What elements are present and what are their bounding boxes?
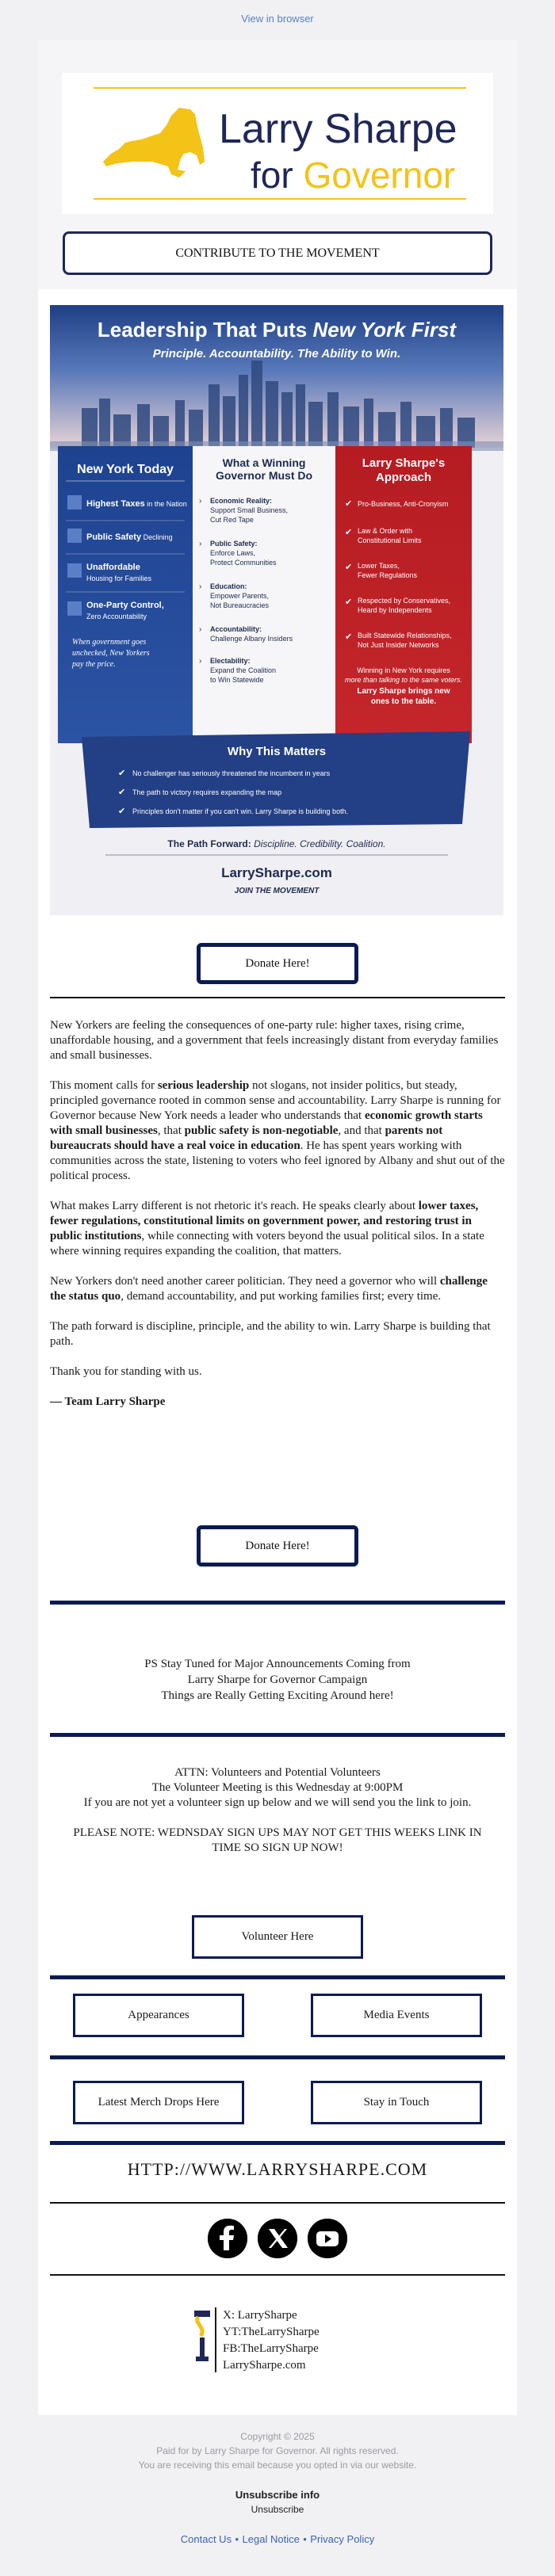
donate-button-bottom[interactable]: Donate Here!	[197, 1525, 358, 1567]
svg-text:›: ›	[199, 625, 202, 634]
youtube-icon[interactable]	[308, 2219, 347, 2258]
svg-text:›: ›	[199, 540, 202, 548]
infographic-subtitle: Principle. Accountability. The Ability to Win.	[152, 347, 401, 361]
footer-links	[0, 2532, 555, 2547]
header-section	[38, 40, 517, 289]
merch-button[interactable]: Latest Merch Drops Here	[73, 2081, 244, 2124]
view-in-browser-link[interactable]: View in browser	[241, 13, 314, 25]
footer-separator: •	[303, 2533, 307, 2545]
signature-fb: FB:TheLarrySharpe	[223, 2342, 319, 2355]
svg-text:Heard by Independents: Heard by Independents	[358, 606, 432, 614]
svg-text:✔: ✔	[118, 788, 126, 797]
divider	[50, 1975, 505, 1979]
svg-text:Lower Taxes,: Lower Taxes,	[358, 562, 400, 570]
svg-text:to Win Statewide: to Win Statewide	[210, 676, 264, 684]
svg-text:›: ›	[199, 497, 202, 506]
svg-text:Respected by Conservatives,: Respected by Conservatives,	[358, 597, 451, 605]
facebook-icon[interactable]	[208, 2219, 247, 2258]
divider	[50, 1601, 505, 1605]
x-icon[interactable]	[258, 2219, 297, 2258]
legal-notice-link[interactable]: Legal Notice	[242, 2533, 300, 2545]
footer	[0, 2429, 555, 2472]
paragraph-5: The path forward is discipline, principle, and the ability to win. Larry Sharpe is building that path.	[50, 1320, 491, 1348]
leadership-infographic	[50, 305, 503, 915]
svg-text:›: ›	[199, 657, 202, 666]
donate-button-top[interactable]: Donate Here!	[197, 943, 358, 984]
svg-text:The path to victory requires e: The path to victory requires expanding the map	[132, 788, 282, 796]
svg-text:What a Winning: What a Winning	[222, 456, 306, 469]
divider	[50, 2055, 505, 2059]
website-link[interactable]: HTTP://WWW.LARRYSHARPE.COM	[127, 2159, 428, 2179]
svg-text:Principles don't matter if you: Principles don't matter if you can't win. Larry Sharpe is building both.	[132, 807, 349, 815]
paragraph-4: New Yorkers don't need another career politician. They need a governor who will challenge the status quo, demand accountability, and put working families first; every time.	[50, 1275, 488, 1303]
police-icon	[67, 529, 82, 543]
taxes-icon	[67, 495, 82, 509]
svg-text:✔: ✔	[345, 563, 353, 572]
svg-text:When government goes: When government goes	[72, 638, 147, 647]
infographic-title: Leadership That Puts New York First	[97, 318, 457, 342]
svg-text:One-Party Control,: One-Party Control,	[86, 601, 164, 610]
logo-for-word: for	[251, 155, 293, 196]
divider	[50, 997, 505, 998]
svg-text:Approach: Approach	[375, 471, 432, 484]
svg-text:more than talking to the same: more than talking to the same voters.	[344, 676, 463, 684]
signature-divider	[215, 2307, 216, 2372]
divider	[50, 2202, 505, 2204]
appearances-button[interactable]: Appearances	[73, 1994, 244, 2037]
ny-today-title: New York Today	[77, 463, 174, 476]
volunteer-notice: ATTN: Volunteers and Potential Volunteers The Volunteer Meeting is this Wednesday at 9:00PM If you are not yet a volunteer sign up below and we will send you the link to join. PLEASE NOTE: WEDNSDAY SIGN UPS MAY NOT GET THIS WEEKS LINK IN TIME SO SIGN UP NOW!	[73, 1766, 482, 1854]
svg-text:✔: ✔	[118, 769, 126, 778]
svg-text:Zero Accountability: Zero Accountability	[86, 613, 147, 620]
stay-in-touch-button[interactable]: Stay in Touch	[311, 2081, 482, 2124]
divider	[50, 1733, 505, 1737]
svg-text:Public Safety Declining: Public Safety Declining	[86, 532, 173, 542]
svg-text:Economic Reality:: Economic Reality:	[210, 497, 273, 505]
ny-today-panel	[58, 446, 193, 743]
signoff: — Team Larry Sharpe	[50, 1395, 166, 1408]
svg-text:Larry Sharpe's: Larry Sharpe's	[362, 456, 446, 470]
svg-text:✔: ✔	[118, 807, 126, 816]
paragraph-2: This moment calls for serious leadership not slogans, not insider politics, but steady, principled governance rooted in common sense and accountability. Larry Sharpe is running for Governor because New York needs a leader who understands that economic growth starts with small businesses, that public safety is non-negotiable, and that parents not bureaucrats should have a real voice in education. He has spent years working with communities across the state, listening to voters who feel ignored by Albany and shut out of the political process.	[50, 1079, 505, 1182]
contribute-button[interactable]: CONTRIBUTE TO THE MOVEMENT	[63, 231, 492, 275]
svg-text:Law & Order with: Law & Order with	[358, 527, 413, 535]
unsubscribe-info: Unsubscribe info	[235, 2489, 320, 2501]
svg-text:✔: ✔	[345, 597, 353, 607]
path-forward-line: The Path Forward: Discipline. Credibility. Coalition.	[167, 838, 386, 849]
svg-text:Larry Sharpe brings new: Larry Sharpe brings new	[357, 687, 450, 696]
svg-text:Expand the Coalition: Expand the Coalition	[210, 666, 277, 674]
svg-text:Housing for Families: Housing for Families	[86, 574, 152, 582]
svg-text:Protect Communities: Protect Communities	[210, 559, 277, 567]
svg-text:Empower Parents,: Empower Parents,	[210, 592, 270, 600]
infographic-site: LarrySharpe.com	[221, 865, 332, 880]
paragraph-1: New Yorkers are feeling the consequences of one-party rule: higher taxes, rising crime, unaffordable housing, and a government that feels increasingly distant from everyday families and small businesses.	[50, 1019, 499, 1062]
logo-office: Governor	[303, 155, 456, 196]
svg-text:✔: ✔	[345, 632, 353, 642]
ps-announcement: PS Stay Tuned for Major Announcements Coming from Larry Sharpe for Governor Campaign Things are Really Getting Exciting Around here!	[144, 1658, 411, 1702]
svg-text:ones to the table.: ones to the table.	[370, 697, 437, 706]
copyright: Copyright © 2025	[240, 2431, 315, 2442]
media-events-button[interactable]: Media Events	[311, 1994, 482, 2037]
svg-text:✔: ✔	[345, 528, 353, 537]
svg-text:Accountability:: Accountability:	[210, 625, 262, 633]
contact-us-link[interactable]: Contact Us	[180, 2533, 232, 2545]
signature-x: X: LarrySharpe	[223, 2309, 297, 2322]
email-card	[38, 40, 517, 2415]
house-icon	[67, 563, 82, 578]
svg-text:Why This Matters: Why This Matters	[227, 745, 327, 758]
svg-text:Cut Red Tape: Cut Red Tape	[210, 516, 254, 524]
paragraph-6: Thank you for standing with us.	[50, 1365, 202, 1378]
svg-text:Education:: Education:	[210, 582, 247, 590]
capitol-icon	[67, 601, 82, 616]
svg-text:Unaffordable: Unaffordable	[86, 563, 140, 572]
svg-text:Governor Must Do: Governor Must Do	[215, 469, 313, 482]
receiving-notice: You are receiving this email because you opted in via our website.	[138, 2460, 417, 2471]
svg-text:Challenge Albany Insiders: Challenge Albany Insiders	[210, 635, 293, 643]
svg-text:No challenger has seriously th: No challenger has seriously threatened the incumbent in years	[132, 769, 331, 777]
new-york-state-icon	[101, 106, 212, 179]
logo-tagline	[251, 155, 456, 196]
svg-text:Constitutional Limits: Constitutional Limits	[358, 536, 422, 544]
svg-text:Enforce Laws,: Enforce Laws,	[210, 549, 256, 557]
logo-candidate-name: Larry Sharpe	[219, 106, 457, 152]
unsubscribe-block	[0, 2488, 555, 2517]
svg-text:unchecked, New Yorkers: unchecked, New Yorkers	[72, 649, 150, 658]
divider	[50, 2141, 505, 2145]
svg-text:›: ›	[199, 582, 202, 591]
svg-text:Not Just Insider Networks: Not Just Insider Networks	[358, 641, 439, 649]
unsubscribe-link[interactable]: Unsubscribe	[251, 2504, 304, 2515]
svg-text:Highest Taxes in the Nation: Highest Taxes in the Nation	[86, 499, 187, 509]
logo-bottom-rule	[94, 198, 466, 200]
signature-site: LarrySharpe.com	[223, 2359, 306, 2372]
signature-yt: YT:TheLarrySharpe	[223, 2326, 320, 2338]
svg-text:Pro-Business, Anti-Cronyism: Pro-Business, Anti-Cronyism	[358, 500, 449, 508]
footer-separator: •	[235, 2533, 239, 2545]
svg-text:Support Small Business,: Support Small Business,	[210, 506, 289, 514]
message-body	[50, 1018, 505, 1425]
campaign-logo	[62, 73, 493, 214]
svg-text:Built Statewide Relationships,: Built Statewide Relationships,	[358, 632, 452, 639]
privacy-policy-link[interactable]: Privacy Policy	[310, 2533, 375, 2545]
svg-text:✔: ✔	[345, 499, 353, 509]
volunteer-button[interactable]: Volunteer Here	[192, 1915, 363, 1959]
svg-text:Not Bureaucracies: Not Bureaucracies	[210, 601, 270, 609]
torch-logo-icon	[193, 2311, 212, 2366]
svg-text:Fewer Regulations: Fewer Regulations	[358, 571, 418, 579]
infographic-join: JOIN THE MOVEMENT	[234, 887, 320, 895]
svg-text:pay the price.: pay the price.	[72, 660, 116, 669]
svg-text:Electability:: Electability:	[210, 657, 251, 665]
svg-text:Winning in New York requires: Winning in New York requires	[357, 666, 450, 674]
divider	[50, 2274, 505, 2276]
svg-text:Public Safety:: Public Safety:	[210, 540, 258, 548]
paid-for: Paid for by Larry Sharpe for Governor. All rights reserved.	[156, 2445, 399, 2456]
logo-top-rule	[94, 87, 466, 89]
paragraph-3: What makes Larry different is not rhetoric it's reach. He speaks clearly about lower taxes, fewer regulations, constitutional limits on government power, and restoring trust in public institutions, while connecting with voters beyond the usual political silos. In a state where winning requires expanding the coalition, that matters.	[50, 1200, 484, 1257]
